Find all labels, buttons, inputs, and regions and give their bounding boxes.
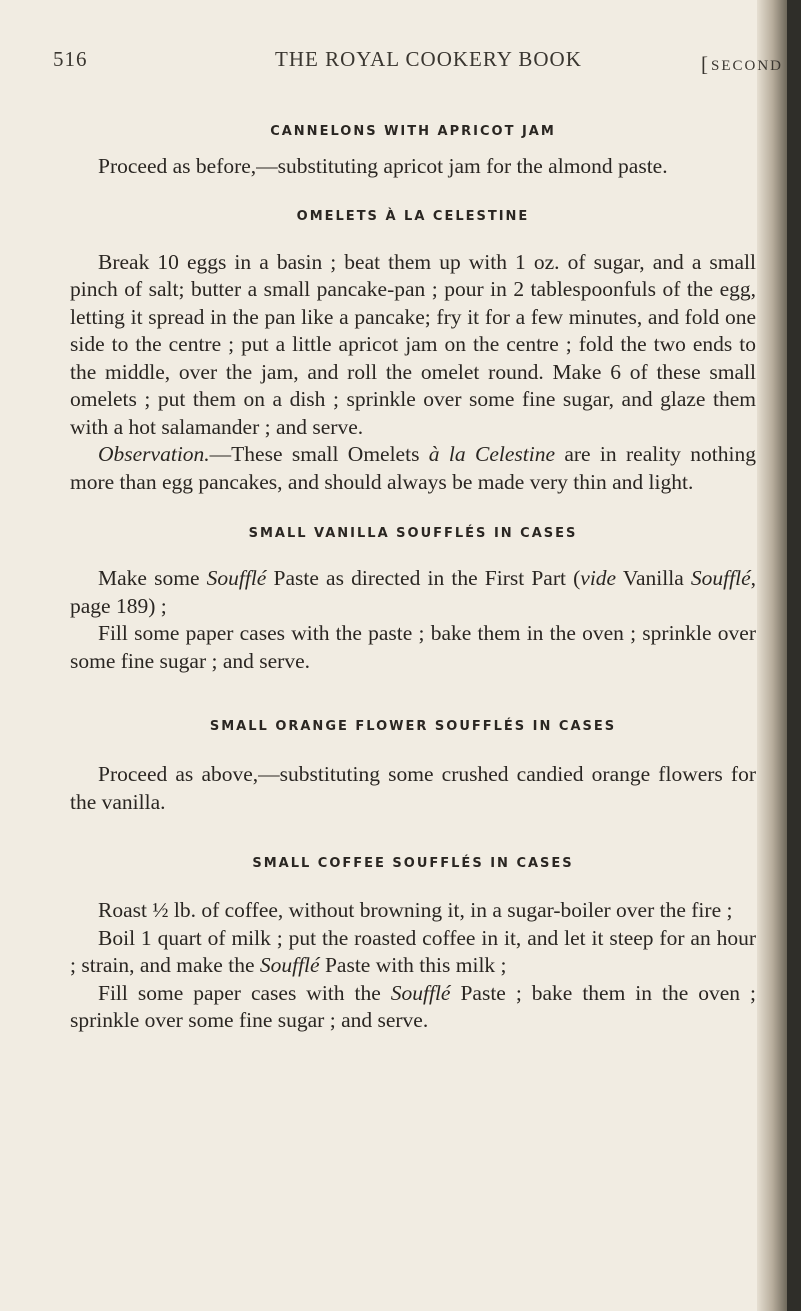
text-run: Make some [98, 566, 207, 590]
recipe-heading-coffee-souffles: SMALL COFFEE SOUFFLÉS IN CASES [252, 856, 574, 871]
recipe-heading-omelets: OMELETS À LA CELESTINE [296, 208, 530, 224]
running-title: THE ROYAL COOKERY BOOK [275, 47, 582, 71]
page-number: 516 [53, 47, 88, 71]
running-header [53, 47, 784, 77]
recipe-text-coffee-3 [70, 980, 756, 1035]
recipe-text-vanilla-2: Fill some paper cases with the paste ; bake them in the oven ; sprinkle over some fine sugar ; and serve. [70, 621, 756, 673]
observation-label: Observation. [98, 442, 210, 466]
observation-text-a: —These small Omelets [209, 442, 429, 466]
recipe-heading-orange-souffles: SMALL ORANGE FLOWER SOUFFLÉS IN CASES [209, 719, 617, 734]
text-run: Boil 1 quart of milk ; put the roasted coffee in it, and let it steep for an hour ; strain, and make the [70, 925, 756, 977]
text-run: Paste as directed in the First Part ( [266, 566, 581, 590]
observation-text-b: are in reality nothing more than egg pancakes, and should always be made very thin and light. [70, 442, 756, 494]
recipe-text-vanilla-1 [70, 565, 756, 620]
text-run: , page 189) ; [70, 566, 756, 618]
page-binding-edge [787, 0, 801, 1311]
recipe-text-coffee-1: Roast ½ lb. of coffee, without browning it, in a sugar-boiler over the fire ; [98, 898, 733, 922]
italic-run: Soufflé [690, 566, 751, 590]
text-run: Paste with this milk ; [319, 953, 507, 977]
recipe-text-cannelons: Proceed as before,—substituting apricot jam for the almond paste. [98, 154, 668, 178]
italic-run: Soufflé [259, 953, 320, 977]
observation-note [70, 441, 756, 496]
observation-italic: à la Celestine [428, 442, 555, 466]
recipe-heading-cannelons: CANNELONS WITH APRICOT JAM [270, 124, 556, 139]
recipe-text-omelets: Break 10 eggs in a basin ; beat them up with 1 oz. of sugar, and a small pinch of salt; butter a small pancake-pan ; pour in 2 tablespoonfuls of the egg, letting it spread in the pan like a pancake; fry it for a few minutes, and fold one side to the centre ; put a little apricot jam on the centre ; fold the two ends to the middle, over the jam, and roll the omelet round. Make 6 of these small omelets ; put them on a dish ; sprinkle over some fine sugar, and glaze them with a hot salamander ; and serve. [70, 249, 756, 439]
section-mark: [ SECOND [701, 51, 783, 76]
recipe-heading-vanilla-souffles: SMALL VANILLA SOUFFLÉS IN CASES [248, 526, 578, 541]
recipe-text-orange: Proceed as above,—substituting some crushed candied orange flowers for the vanilla. [70, 762, 756, 814]
text-run: Paste ; bake them in the oven ; sprinkle over some fine sugar ; and serve. [70, 980, 757, 1032]
recipe-text-coffee-2 [70, 925, 756, 980]
italic-run: Soufflé [206, 566, 267, 590]
page-content [70, 124, 756, 1035]
italic-run: Soufflé [390, 980, 451, 1005]
text-run: Vanilla [616, 566, 691, 590]
italic-run: vide [580, 566, 617, 590]
text-run: Fill some paper cases with the [98, 980, 391, 1005]
